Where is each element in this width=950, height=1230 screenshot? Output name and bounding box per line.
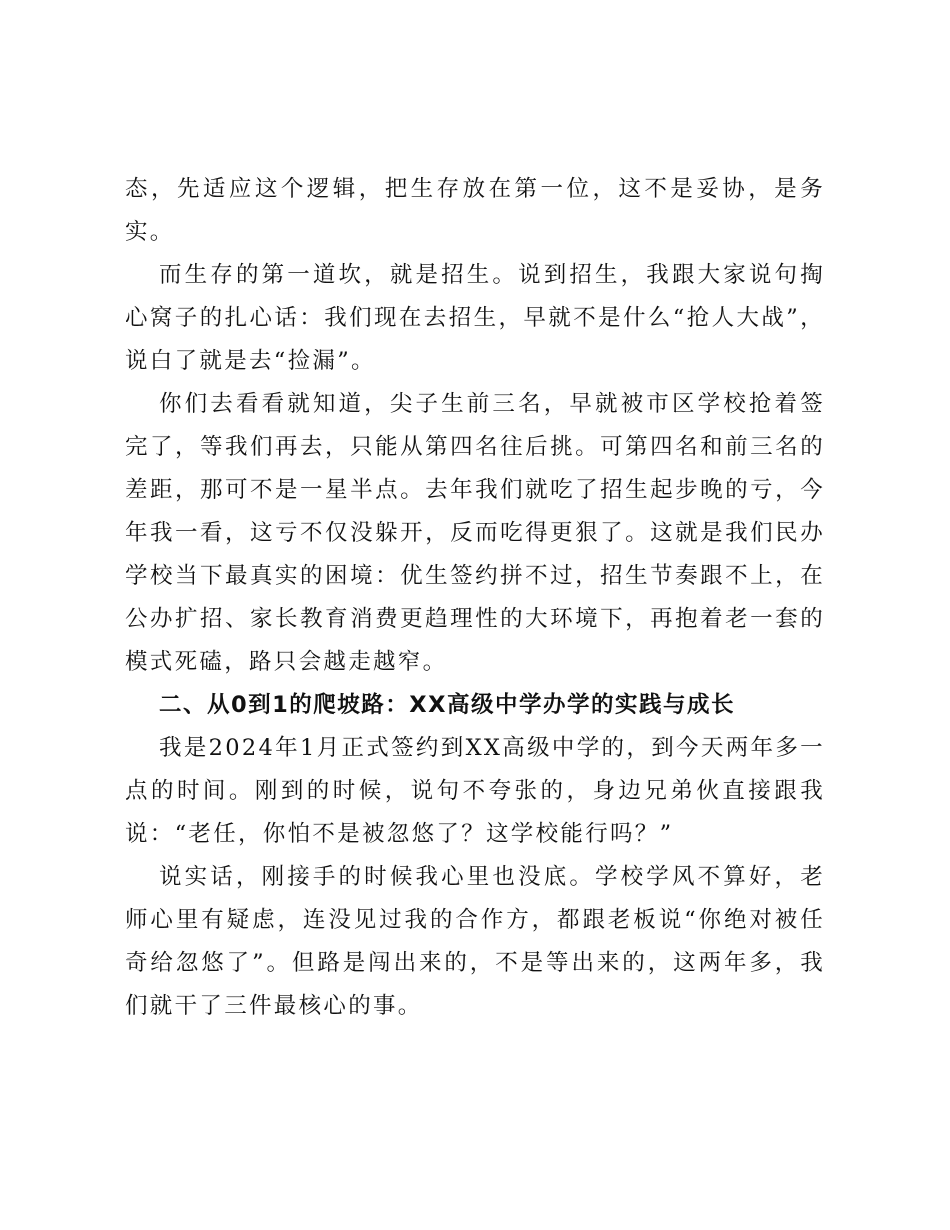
- paragraph-signing: 我是2024年1月正式签约到XX高级中学的，到今天两年多一点的时间。刚到的时候，说句不夸张的，身边兄弟伙直接跟我说：“老任，你怕不是被忽悠了？这学校能行吗？”: [125, 735, 825, 847]
- paragraph-continuation: 态，先适应这个逻辑，把生存放在第一位，这不是妥协，是务实。: [125, 176, 825, 245]
- paragraph-difficulty: 你们去看看就知道，尖子生前三名，早就被市区学校抢着签完了，等我们再去，只能从第四名往后挑。可第四名和前三名的差距，那可不是一星半点。去年我们就吃了招生起步晚的亏，今年我一看，这亏不仅没躲开，反而吃得更狠了。这就是我们民办学校当下最真实的困境：优生签约拼不过，招生节奏跟不上，在公办扩招、家长教育消费更趋理性的大环境下，再抱着老一套的模式死磕，路只会越走越窄。: [125, 391, 825, 675]
- paragraph-honesty: 说实话，刚接手的时候我心里也没底。学校学风不算好，老师心里有疑虑，连没见过我的合作方，都跟老板说“你绝对被任奇给忽悠了”。但路是闯出来的，不是等出来的，这两年多，我们就干了三件最核心的事。: [125, 864, 825, 1019]
- section-heading: 二、从0到1的爬坡路：XX高级中学办学的实践与成长: [159, 692, 736, 718]
- document-body: [125, 168, 825, 1028]
- paragraph-enrollment: 而生存的第一道坎，就是招生。说到招生，我跟大家说句掏心窝子的扎心话：我们现在去招生，早就不是什么“抢人大战”，说白了就是去“捡漏”。: [125, 262, 825, 374]
